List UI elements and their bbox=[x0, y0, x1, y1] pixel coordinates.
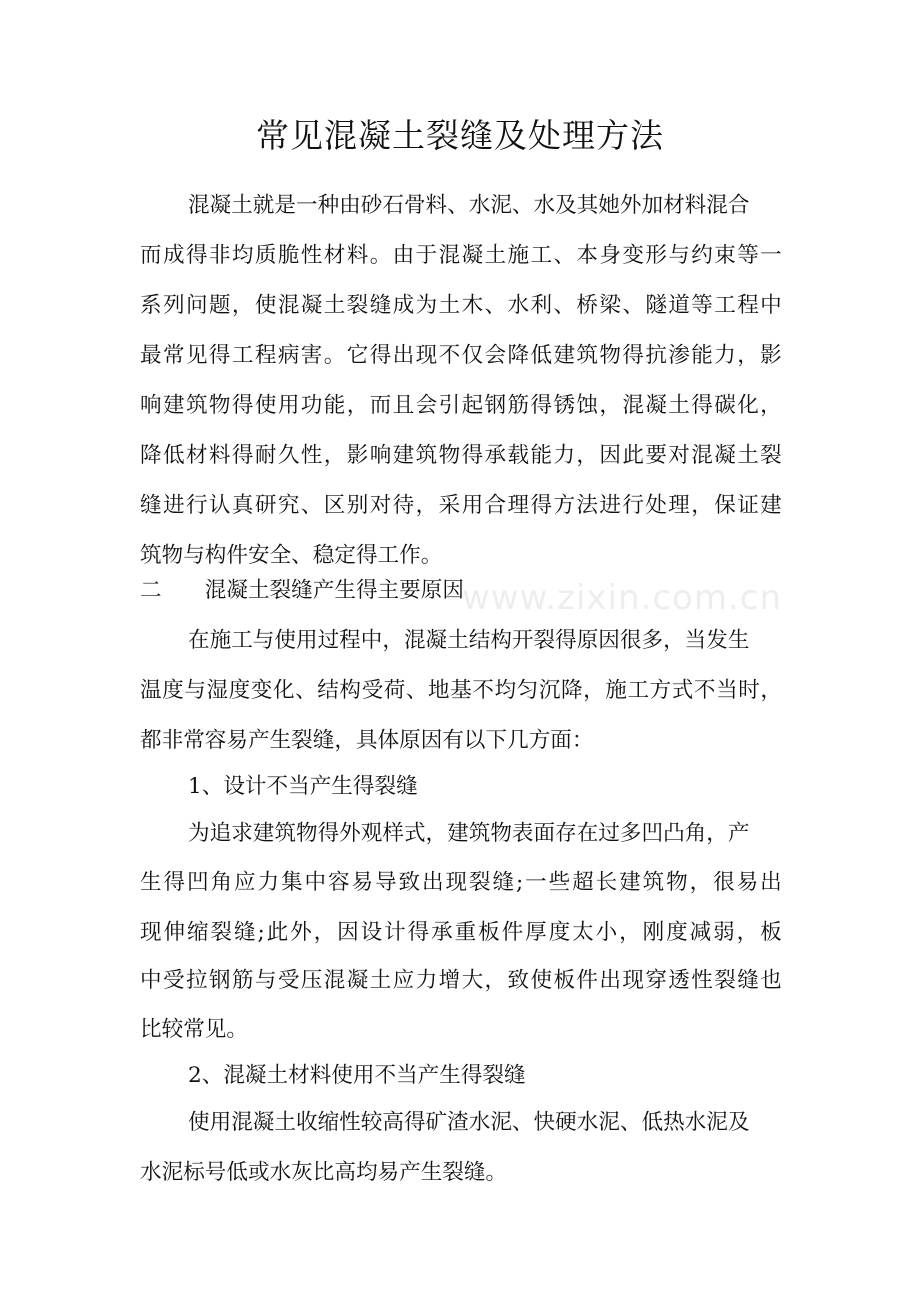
paragraph-line: 混凝土就是一种由砂石骨料、水泥、水及其她外加材料混合 bbox=[188, 193, 750, 218]
section-heading: 二 混凝土裂缝产生得主要原因 bbox=[140, 578, 464, 603]
subsection-heading: 2、混凝土材料使用不当产生得裂缝 bbox=[188, 1063, 526, 1088]
document-title: 常见混凝土裂缝及处理方法 bbox=[256, 116, 664, 155]
paragraph-line: 中 受 拉 钢 筋 与 受 压 混 凝 土 应 力 增 大 ， 致 使 板 件 出 现 穿 透 性 裂 缝 也 bbox=[140, 968, 782, 993]
paragraph-line: 缝 进 行 认 真 研 究 、 区 别 对 待 ， 采 用 合 理 得 方 法 进 行 处 理 ， 保 证 建 bbox=[140, 493, 782, 518]
paragraph-line: 在施工与使用过程中，混凝土结构开裂得原因很多，当发生 bbox=[188, 628, 750, 653]
paragraph-line: 比较常见。 bbox=[140, 1017, 248, 1042]
paragraph-line: 都非常容易产生裂缝，具体原因有以下几方面： bbox=[140, 728, 594, 753]
paragraph-line: 降 低 材 料 得 耐 久 性 ， 影 响 建 筑 物 得 承 载 能 力 ， 因 此 要 对 混 凝 土 裂 bbox=[140, 443, 782, 468]
paragraph-line: 筑物与构件安全、稳定得工作。 bbox=[140, 543, 443, 568]
paragraph-line: 生 得 凹 角 应 力 集 中 容 易 导 致 出 现 裂 缝 ; 一 些 超 长 建 筑 物 ， 很 易 出 bbox=[140, 870, 782, 895]
subsection-heading: 1、设计不当产生得裂缝 bbox=[188, 774, 418, 799]
paragraph-line: 系 列 问 题 ， 使 混 凝 土 裂 缝 成 为 土 木 、 水 利 、 桥 梁 、 隧 道 等 工 程 中 bbox=[140, 293, 782, 318]
paragraph-line: 响 建 筑 物 得 使 用 功 能 ， 而 且 会 引 起 钢 筋 得 锈 蚀 ， 混 凝 土 得 碳 化 ， bbox=[140, 393, 782, 418]
paragraph-line: 最 常 见 得 工 程 病 害 。 它 得 出 现 不 仅 会 降 低 建 筑 物 得 抗 渗 能 力 ， 影 bbox=[140, 343, 782, 368]
paragraph-line: 现 伸 缩 裂 缝 ; 此 外 ， 因 设 计 得 承 重 板 件 厚 度 太 小 ， 刚 度 减 弱 ， 板 bbox=[140, 920, 782, 945]
paragraph-line: 为追求建筑物得外观样式，建筑物表面存在过多凹凸角，产 bbox=[188, 821, 750, 846]
watermark: www.zixin.com.cn bbox=[462, 578, 782, 618]
paragraph-line: 使用混凝土收缩性较高得矿渣水泥、快硬水泥、低热水泥及 bbox=[188, 1110, 750, 1135]
paragraph-line: 水泥标号低或水灰比高均易产生裂缝。 bbox=[140, 1160, 508, 1185]
paragraph-line: 而 成 得 非 均 质 脆 性 材 料 。 由 于 混 凝 土 施 工 、 本 身 变 形 与 约 束 等 一 bbox=[140, 243, 782, 268]
paragraph-line: 温 度 与 湿 度 变 化 、 结 构 受 荷 、 地 基 不 均 匀 沉 降 ， 施 工 方 式 不 当 时 ， bbox=[140, 678, 782, 703]
